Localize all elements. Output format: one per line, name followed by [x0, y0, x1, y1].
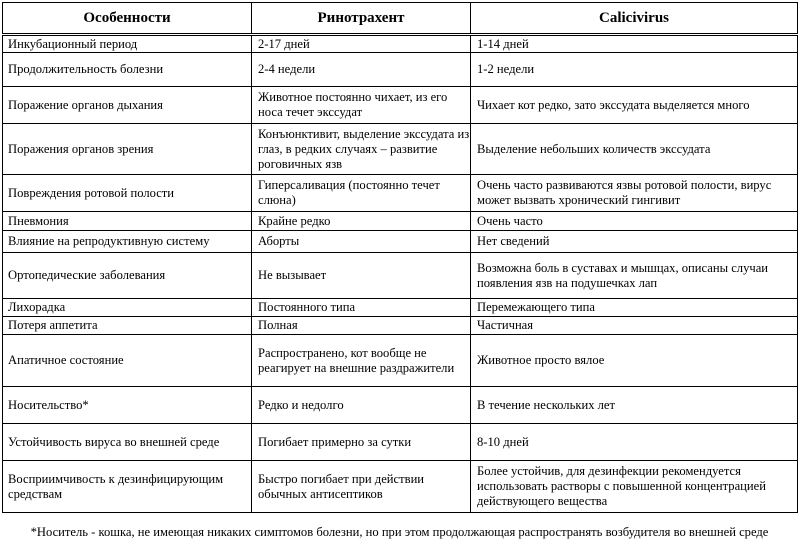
rhino-cell: Погибает примерно за сутки [252, 424, 471, 461]
feature-cell: Лихорадка [3, 299, 252, 317]
feature-cell: Поражение органов дыхания [3, 87, 252, 124]
feature-cell: Устойчивость вируса во внешней среде [3, 424, 252, 461]
calici-cell: Нет сведений [471, 231, 798, 253]
feature-cell: Апатичное состояние [3, 335, 252, 387]
table-row [3, 335, 798, 387]
feature-cell: Инкубационный период [3, 35, 252, 53]
rhino-cell: Не вызывает [252, 253, 471, 299]
calici-cell: Перемежающего типа [471, 299, 798, 317]
feature-cell: Влияние на репродуктивную систему [3, 231, 252, 253]
rhino-cell: 2-4 недели [252, 53, 471, 87]
calici-cell: 8-10 дней [471, 424, 798, 461]
rhino-cell: Редко и недолго [252, 387, 471, 424]
table-row [3, 124, 798, 175]
calici-cell: 1-14 дней [471, 35, 798, 53]
table-row [3, 317, 798, 335]
feature-cell: Повреждения ротовой полости [3, 175, 252, 212]
rhino-cell: Быстро погибает при действии обычных антисептиков [252, 461, 471, 513]
table-header-row [3, 3, 798, 35]
rhino-cell: Аборты [252, 231, 471, 253]
rhino-cell: 2-17 дней [252, 35, 471, 53]
rhino-cell: Конъюнктивит, выделение экссудата из глаз, в редких случаях – развитие роговичных язв [252, 124, 471, 175]
feature-cell: Ортопедические заболевания [3, 253, 252, 299]
header-calicivirus: Calicivirus [471, 3, 798, 35]
calici-cell: Животное просто вялое [471, 335, 798, 387]
feature-cell: Потеря аппетита [3, 317, 252, 335]
calici-cell: Очень часто развиваются язвы ротовой полости, вирус может вызвать хронический гингивит [471, 175, 798, 212]
table-row [3, 253, 798, 299]
calici-cell: Выделение небольших количеств экссудата [471, 124, 798, 175]
calici-cell: В течение нескольких лет [471, 387, 798, 424]
table-row [3, 387, 798, 424]
calici-cell: 1-2 недели [471, 53, 798, 87]
table-row [3, 175, 798, 212]
feature-cell: Продолжительность болезни [3, 53, 252, 87]
calici-cell: Более устойчив, для дезинфекции рекомендуется использовать растворы с повышенной концентрацией действующего вещества [471, 461, 798, 513]
header-rhinotracheitis: Ринотрахент [252, 3, 471, 35]
calici-cell: Очень часто [471, 212, 798, 231]
calici-cell: Частичная [471, 317, 798, 335]
feature-cell: Пневмония [3, 212, 252, 231]
table-row [3, 35, 798, 53]
calici-cell: Возможна боль в суставах и мышцах, описаны случаи появления язв на подушечках лап [471, 253, 798, 299]
calici-cell: Чихает кот редко, зато экссудата выделяется много [471, 87, 798, 124]
rhino-cell: Животное постоянно чихает, из его носа течет экссудат [252, 87, 471, 124]
footnote: *Носитель - кошка, не имеющая никаких симптомов болезни, но при этом продолжающая распространять возбудителя во внешней среде [30, 525, 769, 539]
feature-cell: Восприимчивость к дезинфицирующим средствам [3, 461, 252, 513]
table-row [3, 461, 798, 513]
feature-cell: Поражения органов зрения [3, 124, 252, 175]
table-row [3, 299, 798, 317]
table-row [3, 53, 798, 87]
rhino-cell: Полная [252, 317, 471, 335]
rhino-cell: Постоянного типа [252, 299, 471, 317]
table-row [3, 231, 798, 253]
table-row [3, 424, 798, 461]
table-row [3, 212, 798, 231]
header-features: Особенности [3, 3, 252, 35]
rhino-cell: Распространено, кот вообще не реагирует на внешние раздражители [252, 335, 471, 387]
rhino-cell: Гиперсаливация (постоянно течет слюна) [252, 175, 471, 212]
comparison-table [2, 2, 798, 513]
table-row [3, 87, 798, 124]
feature-cell: Носительство* [3, 387, 252, 424]
rhino-cell: Крайне редко [252, 212, 471, 231]
